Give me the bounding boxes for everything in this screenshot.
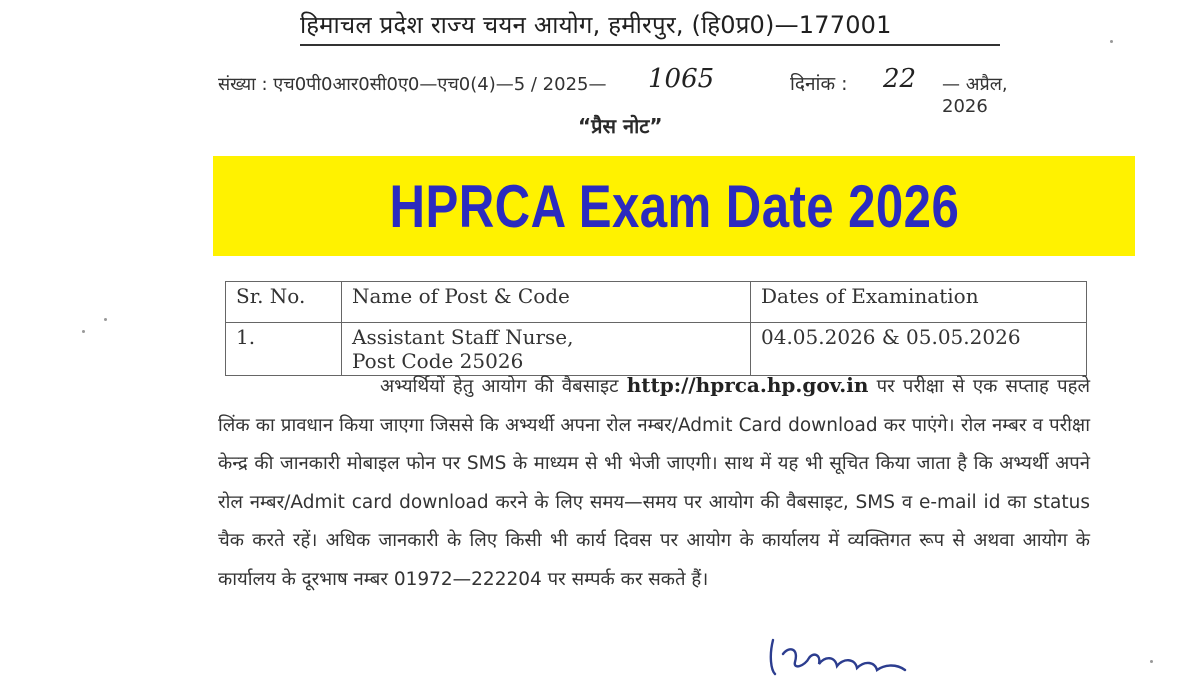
- body-text: पर परीक्षा से एक सप्ताह पहले लिंक का प्रावधान किया जाएगा जिससे कि अभ्यर्थी अपना रोल नम्बर/Admit Card download कर पाएंगे। रोल नम्बर व परीक्षा केन्द्र की जानकारी मोबाइल फोन पर SMS के माध्यम से भी भेजी जाएगी। साथ में यह भी सूचित किया जाता है कि अभ्यर्थी अपने रोल नम्बर/Admit card download करने के लिए समय—समय पर आयोग की वैबसाइट, SMS व e-mail id का status चैक करते रहें। अधिक जानकारी के लिए किसी भी कार्य दिवस पर आयोग के कार्यालय में व्यक्तिगत रूप से अथवा आयोग के कार्यालय के दूरभाष नम्बर 01972—222204 पर सम्पर्क कर सकते हैं।: [218, 376, 1090, 590]
- signature: [765, 636, 945, 676]
- cell-sr-no: 1.: [226, 323, 342, 376]
- date-handwritten: 22: [883, 64, 917, 94]
- website-link[interactable]: http://hprca.hp.gov.in: [626, 373, 869, 397]
- post-name-line1: Assistant Staff Nurse,: [352, 325, 574, 349]
- cell-exam-dates: 04.05.2026 & 05.05.2026: [751, 323, 1087, 376]
- organization-header: हिमाचल प्रदेश राज्य चयन आयोग, हमीरपुर, (हि0प्र0)—177001: [300, 11, 892, 39]
- body-paragraph: [218, 366, 1090, 599]
- post-code-line2: Post Code 25026: [352, 349, 524, 373]
- table-header-row: [226, 282, 1087, 323]
- reference-number-prefix: संख्या : एच0पी0आर0सी0ए0—एच0(4)—5 / 2025—: [218, 74, 607, 95]
- scan-speck: [82, 330, 85, 333]
- scan-speck: [1110, 40, 1113, 43]
- press-note-heading: “प्रैस नोट”: [578, 114, 663, 138]
- reference-line: [218, 64, 1058, 117]
- banner-title: HPRCA Exam Date 2026: [389, 172, 959, 240]
- scan-speck: [1150, 660, 1153, 663]
- header-post-name: Name of Post & Code: [342, 282, 751, 323]
- reference-number-handwritten: 1065: [648, 64, 715, 94]
- header-exam-dates: Dates of Examination: [751, 282, 1087, 323]
- title-banner: [213, 156, 1135, 256]
- header-sr-no: Sr. No.: [226, 282, 342, 323]
- exam-schedule-table: [225, 281, 1087, 376]
- scan-speck: [104, 318, 107, 321]
- date-label: दिनांक :: [790, 73, 848, 95]
- body-lead: अभ्यर्थियों हेतु आयोग की वैबसाइट: [380, 376, 619, 397]
- header-underline: [300, 44, 1000, 46]
- date-month-year: — अप्रैल, 2026: [942, 74, 1008, 117]
